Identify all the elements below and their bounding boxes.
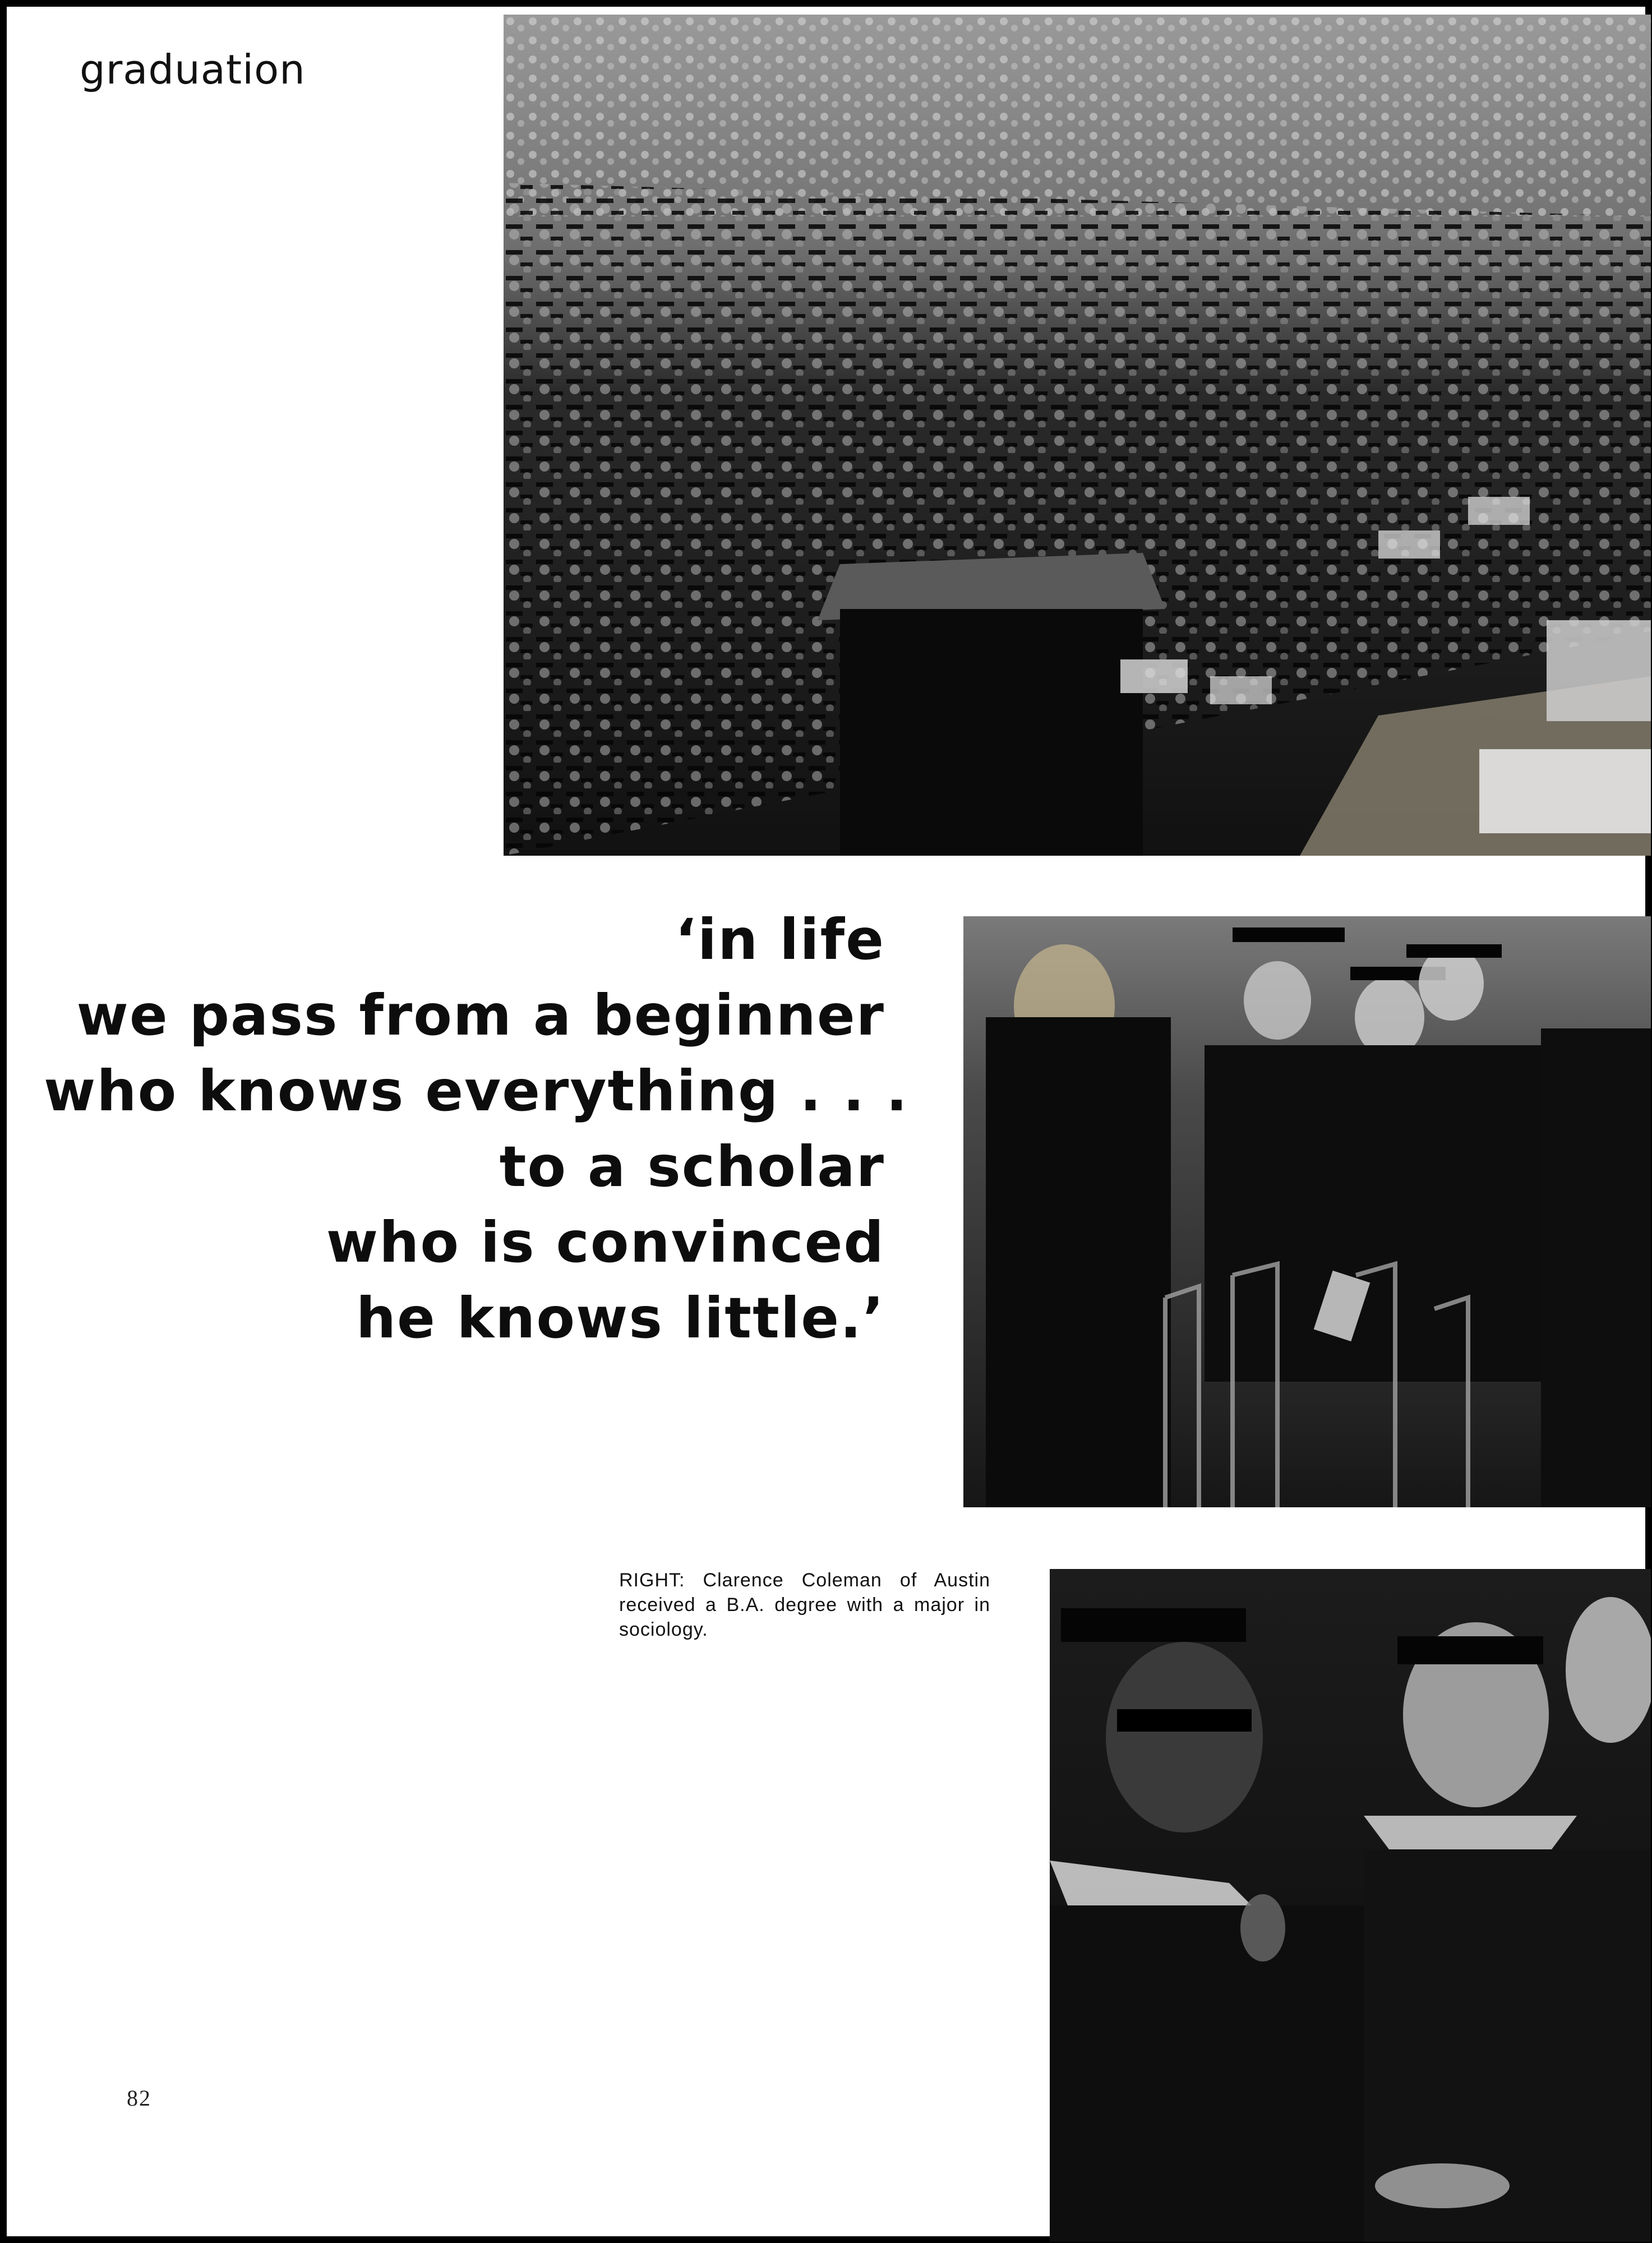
photo-caption: RIGHT: Clarence Coleman of Austin received a B.A. degree with a major in sociology. [619, 1570, 990, 1640]
quote-line: who is convinced [326, 1210, 885, 1275]
ceremony-crowd-photo [504, 15, 1651, 856]
quote-block [44, 902, 908, 1356]
quote-line: we pass from a beginner [76, 982, 885, 1048]
section-label: graduation [80, 46, 306, 93]
quote-line: ‘in life [675, 907, 885, 972]
graduates-standing-photo [963, 916, 1651, 1507]
quote-line: who knows everything . . . [44, 1058, 908, 1124]
page-number: 82 [127, 2085, 151, 2111]
quote-line: to a scholar [499, 1134, 885, 1199]
coleman-portrait-photo [1050, 1569, 1651, 2242]
quote-line: he knows little.’ [356, 1285, 885, 1351]
